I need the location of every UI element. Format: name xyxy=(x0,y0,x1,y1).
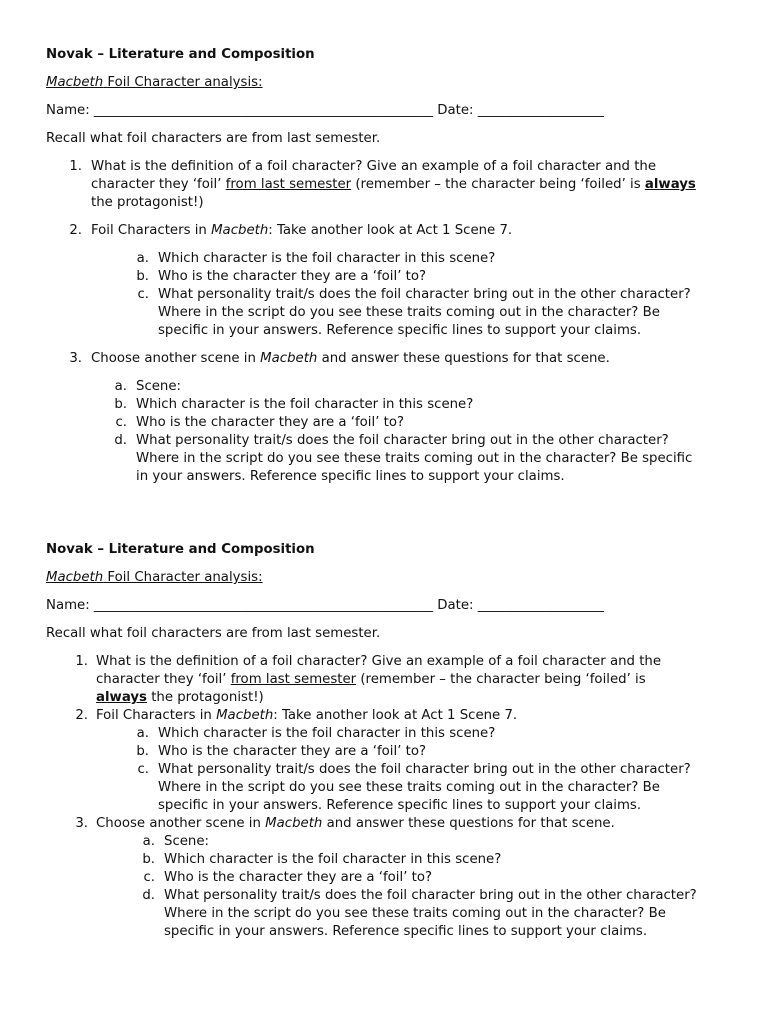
question-list xyxy=(46,158,746,486)
question-2-subitems xyxy=(136,250,746,340)
worksheet-1 xyxy=(46,46,746,486)
question-3-subitems xyxy=(142,833,746,941)
subitem-2b: b. Who is the character they are a ‘foil’ to? xyxy=(136,269,427,284)
question-1: 1. What is the definition of a foil character? Give an example of a foil character and the character they ‘foil’ from last semester (remember – the character being ‘foiled’ is always the protagonist!) xyxy=(69,159,696,210)
subitem-3b: b. Which character is the foil character in this scene? xyxy=(114,397,474,412)
subitem-3d: d. What personality trait/s does the foil character bring out in the other character? Where in the script do you see these traits coming out in the character? Be specific in your answers. Reference specific lines to support your claims. xyxy=(114,433,693,484)
subitem-2a: a. Which character is the foil character in this scene? xyxy=(136,251,496,266)
question-2-subitems xyxy=(136,725,746,815)
name-date-line: Name: ___________________________________________________ Date: ___________________ xyxy=(46,103,605,118)
subitem-3a: a. Scene: xyxy=(142,834,210,849)
question-list xyxy=(46,653,746,941)
subitem-2a: a. Which character is the foil character in this scene? xyxy=(136,726,496,741)
subitem-3d: d. What personality trait/s does the foil character bring out in the other character? Where in the script do you see these traits coming out in the character? Be specific in your answers. Reference specific lines to support your claims. xyxy=(142,888,697,939)
course-title: Novak – Literature and Composition xyxy=(46,542,315,557)
question-3-subitems xyxy=(114,378,746,486)
subitem-3c: c. Who is the character they are a ‘foil’ to? xyxy=(115,415,405,430)
course-title: Novak – Literature and Composition xyxy=(46,47,315,62)
subitem-2c: c. What personality trait/s does the foil character bring out in the other character? Where in the script do you see these traits coming out in the character? Be specific in your answers. Reference specific lines to support your claims. xyxy=(137,287,691,338)
worksheet-2 xyxy=(46,541,746,941)
subitem-3b: b. Which character is the foil character in this scene? xyxy=(142,852,502,867)
worksheet-subtitle: Macbeth Foil Character analysis: xyxy=(46,570,263,585)
question-1: 1. What is the definition of a foil character? Give an example of a foil character and the character they ‘foil’ from last semester (remember – the character being ‘foiled’ is always the protagonist!) xyxy=(75,654,662,705)
subitem-3a: a. Scene: xyxy=(114,379,182,394)
question-2: 2. Foil Characters in Macbeth: Take another look at Act 1 Scene 7. xyxy=(75,708,518,723)
question-3: 3. Choose another scene in Macbeth and answer these questions for that scene. xyxy=(75,816,615,831)
question-2: 2. Foil Characters in Macbeth: Take another look at Act 1 Scene 7. xyxy=(69,223,513,238)
question-3: 3. Choose another scene in Macbeth and answer these questions for that scene. xyxy=(69,351,610,366)
intro-text: Recall what foil characters are from last semester. xyxy=(46,626,381,641)
name-date-line: Name: ___________________________________________________ Date: ___________________ xyxy=(46,598,605,613)
subitem-2b: b. Who is the character they are a ‘foil’ to? xyxy=(136,744,427,759)
intro-text: Recall what foil characters are from last semester. xyxy=(46,131,381,146)
worksheet-subtitle: Macbeth Foil Character analysis: xyxy=(46,75,263,90)
subitem-2c: c. What personality trait/s does the foil character bring out in the other character? Where in the script do you see these traits coming out in the character? Be specific in your answers. Reference specific lines to support your claims. xyxy=(137,762,691,813)
subitem-3c: c. Who is the character they are a ‘foil’ to? xyxy=(143,870,433,885)
